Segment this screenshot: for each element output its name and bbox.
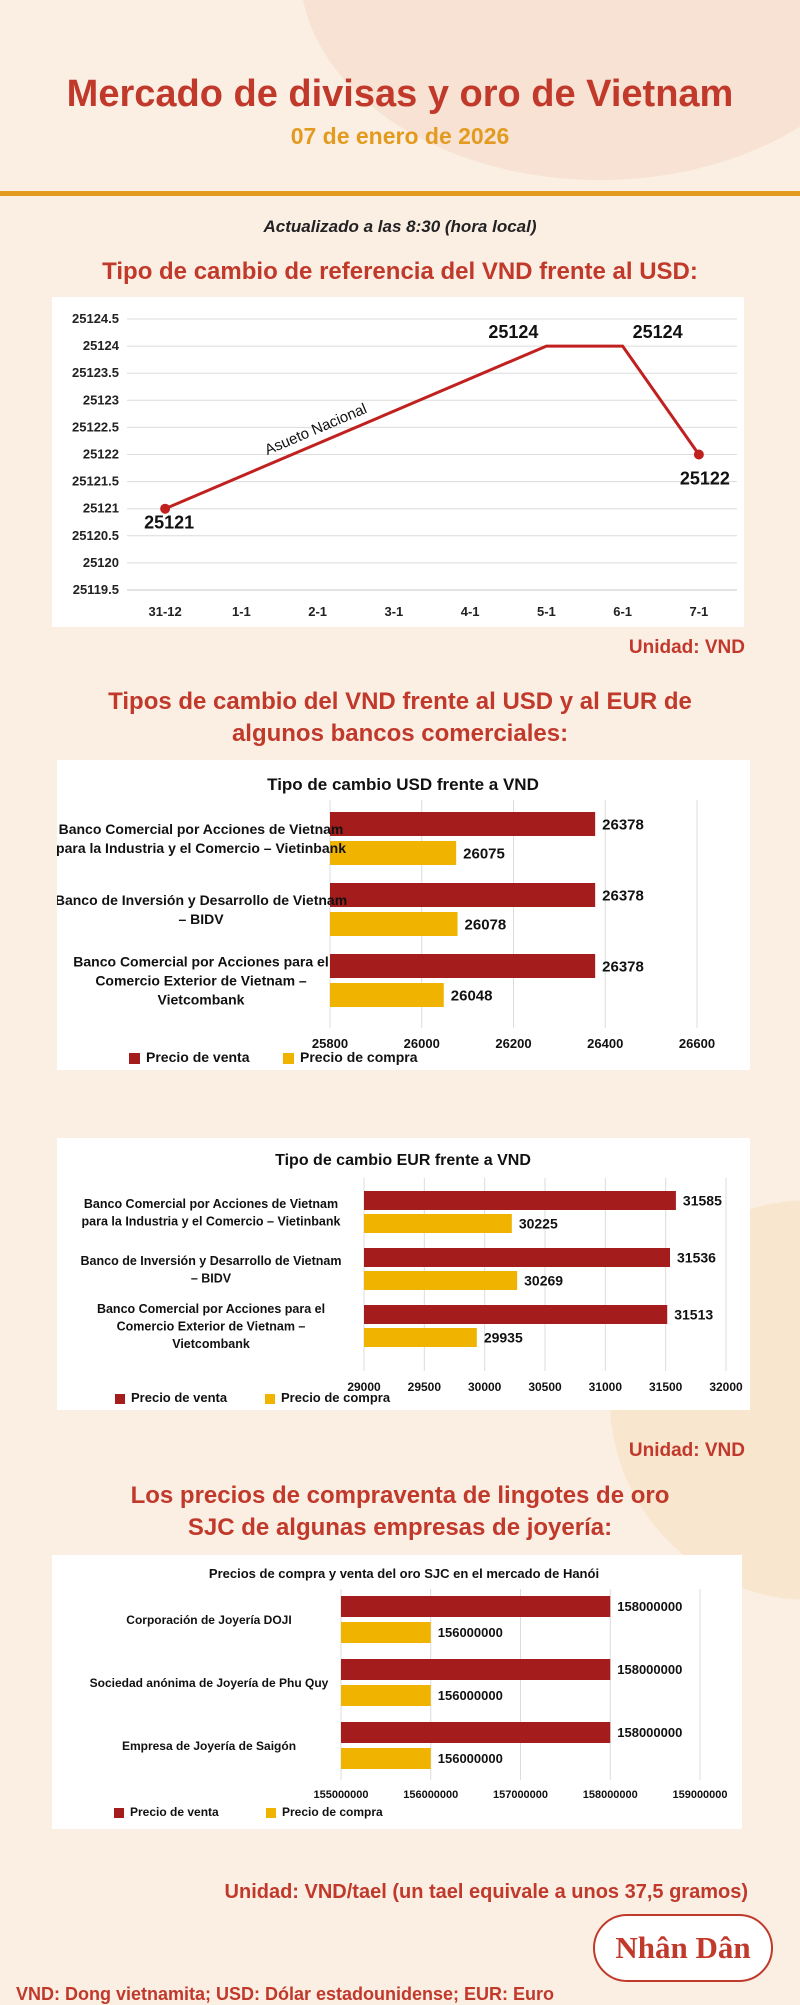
data-label: 29935 bbox=[483, 1329, 523, 1346]
buy-bar bbox=[364, 1214, 512, 1233]
legend-sell-swatch bbox=[114, 1808, 124, 1818]
y-tick-label: 25122 bbox=[82, 446, 119, 462]
buy-bar bbox=[341, 1685, 431, 1706]
data-label: 26378 bbox=[602, 887, 644, 905]
x-tick-label: 30000 bbox=[467, 1380, 502, 1394]
banks-section-title-2: algunos bancos comerciales: bbox=[231, 720, 569, 747]
data-label: 31536 bbox=[677, 1249, 716, 1266]
ref-unit: Unidad: VND bbox=[628, 637, 745, 658]
x-tick-label: 3-1 bbox=[384, 604, 404, 619]
legend-buy-swatch bbox=[283, 1053, 294, 1064]
x-tick-label: 159000000 bbox=[672, 1789, 728, 1801]
buy-bar bbox=[364, 1328, 477, 1347]
sell-bar bbox=[330, 812, 595, 836]
x-tick-label: 2-1 bbox=[308, 604, 328, 619]
eur-chart-panel bbox=[57, 1138, 750, 1410]
x-tick-label: 26000 bbox=[403, 1036, 440, 1051]
x-tick-label: 6-1 bbox=[613, 604, 633, 619]
eur-bar-chart bbox=[57, 1138, 750, 1410]
sell-bar bbox=[341, 1722, 610, 1743]
data-point bbox=[694, 450, 704, 460]
x-tick-label: 31-12 bbox=[148, 604, 182, 619]
legend-label: Precio de venta bbox=[131, 1390, 228, 1405]
data-label: 158000000 bbox=[617, 1599, 683, 1615]
category-label: para la Industria y el Comercio – Vietinbank bbox=[81, 1214, 341, 1229]
ref-section-title: Tipo de cambio de referencia del VND frente al USD: bbox=[102, 258, 698, 285]
buy-bar bbox=[341, 1622, 431, 1643]
ref-line-chart bbox=[52, 297, 744, 627]
legend-buy-swatch bbox=[265, 1394, 275, 1404]
category-label: Comercio Exterior de Vietnam – bbox=[95, 972, 307, 989]
chart-title: Precios de compra y venta del oro SJC en el mercado de Hanói bbox=[208, 1566, 600, 1581]
footer-legend: VND: Dong vietnamita; USD: Dólar estadounidense; EUR: Euro bbox=[16, 1984, 555, 2004]
x-tick-label: 25800 bbox=[311, 1036, 349, 1051]
legend-label: Precio de compra bbox=[300, 1049, 418, 1065]
category-label: – BIDV bbox=[190, 1271, 232, 1286]
usd-chart-panel bbox=[57, 760, 750, 1070]
legend-buy-swatch bbox=[266, 1808, 276, 1818]
sell-bar bbox=[330, 954, 595, 978]
annotation-label: Asueto Nacional bbox=[262, 400, 370, 459]
chart-title: Tipo de cambio USD frente a VND bbox=[267, 775, 539, 794]
data-label: 25124 bbox=[632, 322, 683, 343]
category-label: Banco de Inversión y Desarrollo de Vietnam bbox=[57, 892, 348, 909]
data-label: 156000000 bbox=[437, 1625, 503, 1641]
legend-label: Precio de venta bbox=[146, 1049, 250, 1065]
y-tick-label: 25124 bbox=[82, 338, 119, 354]
y-tick-label: 25124.5 bbox=[72, 311, 119, 326]
x-tick-label: 156000000 bbox=[403, 1789, 459, 1801]
category-label: Banco de Inversión y Desarrollo de Vietnam bbox=[80, 1253, 342, 1268]
x-tick-label: 155000000 bbox=[313, 1789, 369, 1801]
y-tick-label: 25120 bbox=[82, 554, 119, 570]
x-tick-label: 29500 bbox=[407, 1380, 442, 1394]
data-label: 156000000 bbox=[437, 1751, 503, 1767]
page-title: Mercado de divisas y oro de Vietnam bbox=[66, 73, 734, 115]
nhan-dan-logo: Nhân Dân bbox=[593, 1914, 773, 1982]
sell-bar bbox=[341, 1596, 610, 1617]
gold-section-title-1: Los precios de compraventa de lingotes de oro bbox=[130, 1482, 670, 1509]
usd-bar-chart bbox=[57, 760, 750, 1070]
buy-bar bbox=[341, 1748, 431, 1769]
category-label: Vietcombank bbox=[157, 991, 245, 1008]
x-tick-label: 32000 bbox=[709, 1380, 743, 1394]
category-label: Empresa de Joyería de Saigón bbox=[121, 1738, 297, 1753]
category-label: Banco Comercial por Acciones para el bbox=[73, 953, 329, 970]
y-tick-label: 25121.5 bbox=[72, 473, 119, 489]
page-date: 07 de enero de 2026 bbox=[290, 123, 510, 149]
y-tick-label: 25122.5 bbox=[72, 419, 119, 435]
data-label: 26378 bbox=[602, 816, 644, 834]
legend-label: Precio de compra bbox=[282, 1805, 383, 1819]
x-tick-label: 29000 bbox=[347, 1380, 381, 1394]
x-tick-label: 31000 bbox=[588, 1380, 623, 1394]
category-label: Banco Comercial por Acciones para el bbox=[96, 1302, 326, 1316]
x-tick-label: 158000000 bbox=[582, 1789, 638, 1801]
gold-unit: Unidad: VND/tael (un tael equivale a unos 37,5 gramos) bbox=[224, 1881, 748, 1903]
x-tick-label: 157000000 bbox=[492, 1789, 549, 1801]
sell-bar bbox=[364, 1248, 670, 1267]
data-label: 31513 bbox=[674, 1306, 714, 1323]
data-label: 26378 bbox=[602, 958, 644, 976]
data-label: 31585 bbox=[682, 1192, 722, 1209]
banks-section-title-1: Tipos de cambio del VND frente al USD y al EUR de bbox=[108, 688, 692, 715]
sell-bar bbox=[341, 1659, 610, 1680]
data-label: 25122 bbox=[679, 468, 730, 489]
y-tick-label: 25120.5 bbox=[72, 527, 119, 543]
sell-bar bbox=[364, 1305, 667, 1324]
data-label: 30225 bbox=[518, 1215, 558, 1232]
header-divider bbox=[0, 191, 800, 196]
data-label: 26075 bbox=[463, 845, 505, 863]
category-label: Comercio Exterior de Vietnam – bbox=[116, 1319, 306, 1334]
data-label: 156000000 bbox=[437, 1688, 503, 1704]
gold-section-title-2: SJC de algunas empresas de joyería: bbox=[187, 1514, 613, 1541]
x-tick-label: 26200 bbox=[495, 1036, 532, 1051]
x-tick-label: 1-1 bbox=[231, 604, 251, 619]
legend-label: Precio de compra bbox=[281, 1390, 391, 1405]
category-label: Vietcombank bbox=[172, 1337, 250, 1351]
category-label: Sociedad anónima de Joyería de Phu Quy bbox=[89, 1675, 329, 1690]
data-label: 158000000 bbox=[617, 1662, 683, 1678]
x-tick-label: 4-1 bbox=[460, 604, 480, 619]
data-label: 158000000 bbox=[617, 1725, 683, 1741]
data-label: 26048 bbox=[450, 987, 493, 1005]
sell-bar bbox=[364, 1191, 676, 1210]
buy-bar bbox=[330, 841, 456, 865]
x-tick-label: 7-1 bbox=[689, 604, 709, 619]
data-label: 26078 bbox=[464, 916, 507, 934]
x-tick-label: 26600 bbox=[678, 1036, 716, 1051]
data-label: 25124 bbox=[488, 322, 539, 343]
x-tick-label: 26400 bbox=[587, 1036, 624, 1051]
gold-bar-chart bbox=[52, 1555, 742, 1829]
x-tick-label: 30500 bbox=[528, 1380, 562, 1394]
category-label: Corporación de Joyería DOJI bbox=[126, 1612, 292, 1627]
category-label: Banco Comercial por Acciones de Vietnam bbox=[58, 821, 344, 838]
legend-label: Precio de venta bbox=[130, 1805, 219, 1819]
y-tick-label: 25123 bbox=[82, 392, 119, 408]
sell-bar bbox=[330, 883, 595, 907]
gold-chart-panel bbox=[52, 1555, 742, 1829]
data-label: 25121 bbox=[144, 512, 195, 533]
category-label: para la Industria y el Comercio – Vietinbank bbox=[57, 840, 346, 857]
x-tick-label: 31500 bbox=[648, 1380, 683, 1394]
chart-title: Tipo de cambio EUR frente a VND bbox=[275, 1152, 531, 1169]
y-tick-label: 25123.5 bbox=[72, 365, 119, 381]
legend-sell-swatch bbox=[115, 1394, 125, 1404]
category-label: – BIDV bbox=[178, 911, 224, 928]
buy-bar bbox=[364, 1271, 517, 1290]
buy-bar bbox=[330, 912, 458, 936]
buy-bar bbox=[330, 983, 444, 1007]
category-label: Banco Comercial por Acciones de Vietnam bbox=[83, 1196, 339, 1211]
ref-chart-panel bbox=[52, 297, 744, 627]
updated-text: Actualizado a las 8:30 (hora local) bbox=[263, 217, 537, 236]
x-tick-label: 5-1 bbox=[536, 604, 556, 619]
data-label: 30269 bbox=[524, 1272, 564, 1289]
y-tick-label: 25119.5 bbox=[72, 582, 119, 597]
legend-sell-swatch bbox=[129, 1053, 140, 1064]
y-tick-label: 25121 bbox=[82, 500, 119, 516]
banks-unit: Unidad: VND bbox=[628, 1440, 745, 1461]
